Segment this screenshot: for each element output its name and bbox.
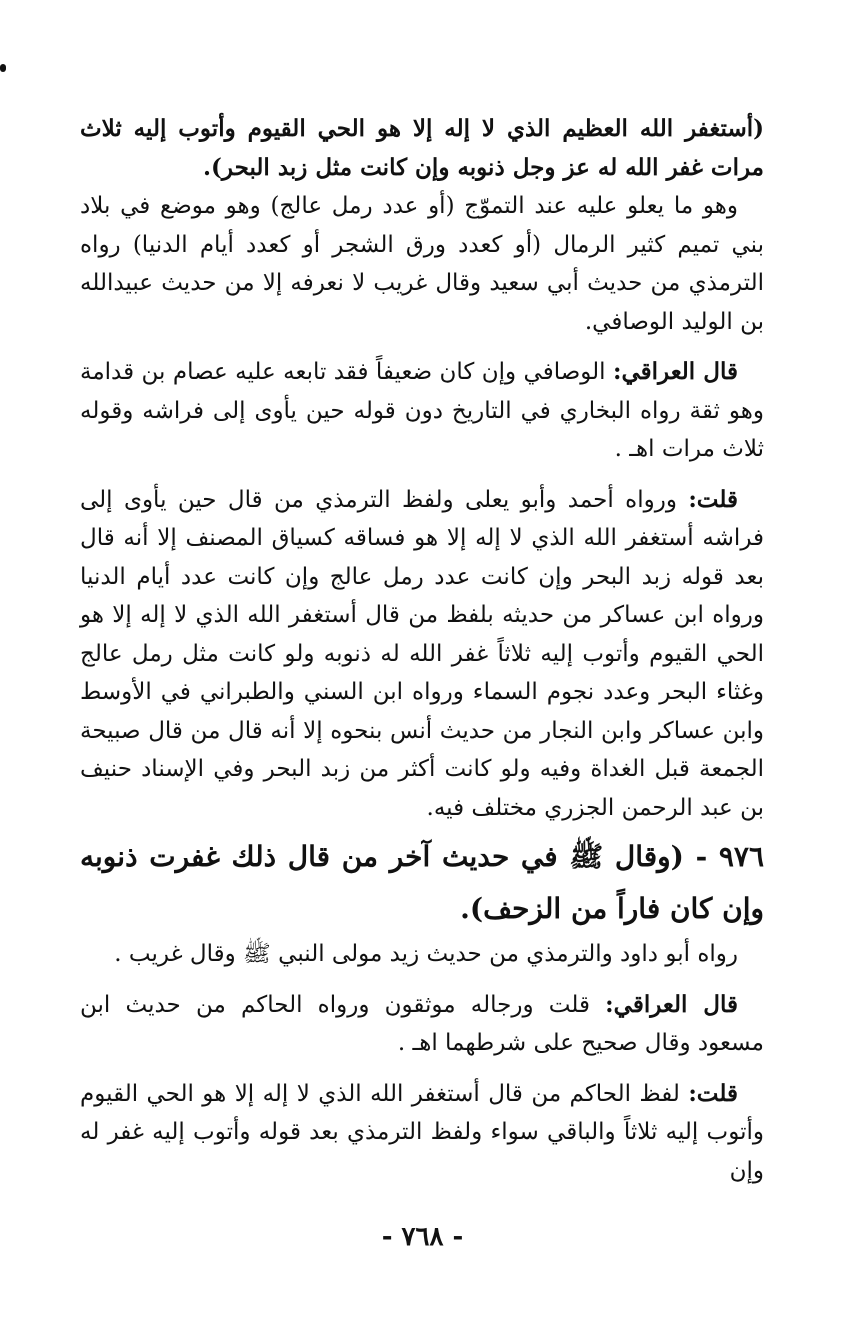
author-note-lead: قلت: [688, 485, 738, 513]
iraqi-lead: قال العراقي: [612, 358, 738, 385]
page-body [80, 110, 764, 1190]
author-note-text: ورواه أحمد وأبو يعلى ولفظ الترمذي من قال حين يأوى إلى فراشه أستغفر الله الذي لا إله إلا هو فساقه كسياق المصنف إلا أنه قال بعد قوله زبد البحر وإن كانت عدد رمل عالج وإن كانت عدد أيام الدنيا ورواه ابن عساكر من حديثه بلفظ من قال أستغفر الله الذي لا إله إلا هو الحي القيوم وأتوب إليه ثلاثاً غفر الله له ذنوبه ولو كانت مثل رمل عالج وغثاء البحر وعدد نجوم السماء ورواه ابن السني والطبراني في الأوسط وابن عساكر وابن النجار من حديث أنس بنحوه إلا أنه قال من قال صبيحة الجمعة قبل الغداة وفيه ولو كانت أكثر من زبد البحر وفي الإسناد حنيف بن عبد الرحمن الجزري مختلف فيه. [80, 486, 764, 821]
narration-paragraph: رواه أبو داود والترمذي من حديث زيد مولى النبي ﷺ وقال غريب . [114, 941, 738, 967]
iraqi-comment-paragraph-2 [80, 986, 764, 1063]
iraqi-comment-text-2: قلت ورجاله موثقون ورواه الحاكم من حديث ابن مسعود وقال صحيح على شرطهما اهـ . [80, 991, 764, 1056]
hadith-text: (أستغفر الله العظيم الذي لا إله إلا هو الحي القيوم وأتوب إليه ثلاث مرات غفر الله له عز وجل ذنوبه وإن كانت مثل زبد البحر). [80, 115, 764, 181]
author-note-lead-2: قلت: [688, 1079, 738, 1107]
author-note-paragraph [80, 481, 764, 828]
page-number: - ٧٦٨ - [381, 1222, 464, 1252]
iraqi-comment-paragraph [80, 353, 764, 469]
hadith-heading-976: ٩٧٦ - (وقال ﷺ في حديث آخر من قال ذلك غفرت ذنوبه وإن كان فاراً من الزحف). [80, 840, 764, 925]
author-note-text-2: لفظ الحاكم من قال أستغفر الله الذي لا إله إلا هو الحي القيوم وأتوب إليه ثلاثاً والباقي سواء ولفظ الترمذي بعد قوله وأتوب إليه غفر له وإن [80, 1080, 764, 1184]
iraqi-lead-2: قال العراقي: [605, 990, 738, 1018]
iraqi-comment-text: الوصافي وإن كان ضعيفاً فقد تابعه عليه عصام بن قدامة وهو ثقة رواه البخاري في التاريخ دون قوله حين يأوى إلى فراشه وقوله ثلاث مرات اهـ . [80, 359, 764, 462]
margin-dot [0, 64, 6, 72]
author-note-paragraph-2 [80, 1075, 764, 1191]
commentary-paragraph: وهو ما يعلو عليه عند التموّج (أو عدد رمل عالج) وهو موضع في بلاد بني تميم كثير الرمال (أو كعدد ورق الشجر أو كعدد أيام الدنيا) رواه الترمذي من حديث أبي سعيد وقال غريب لا نعرفه إلا من حديث عبيدالله بن الوليد الوصافي. [80, 193, 764, 335]
